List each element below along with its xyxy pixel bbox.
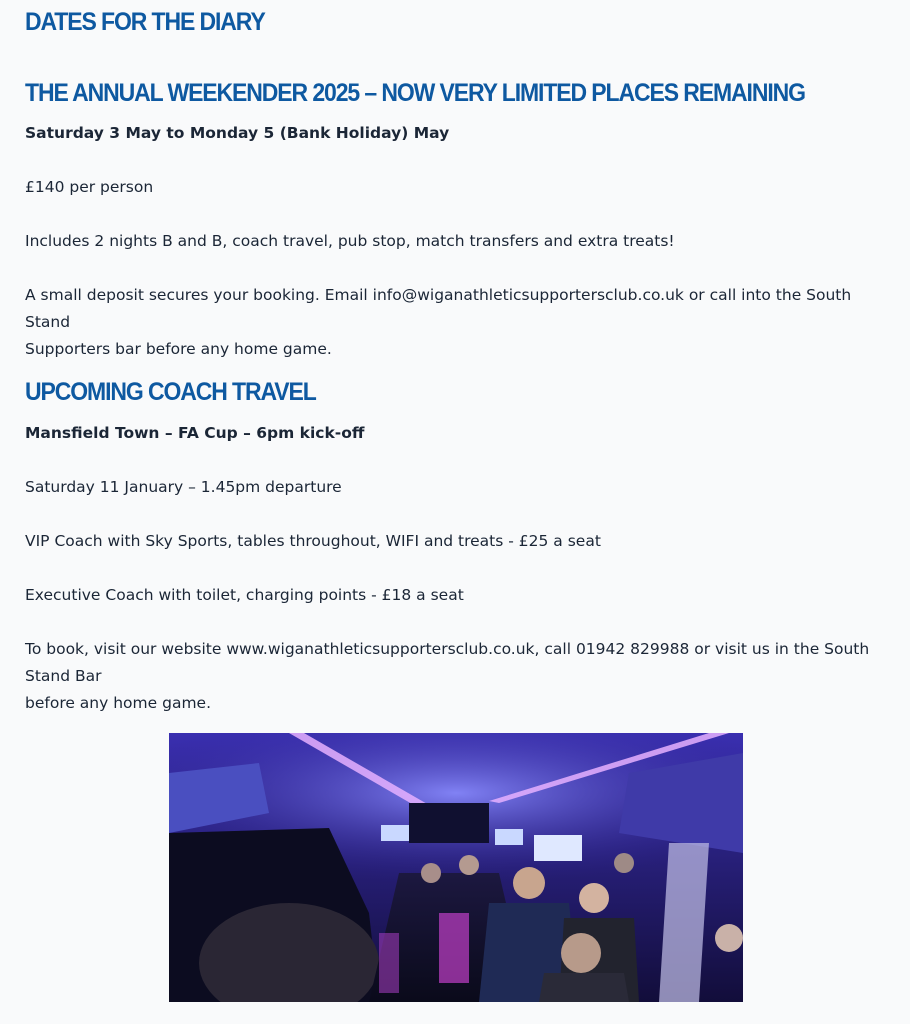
- weekender-deposit-line1: A small deposit secures your booking. Email info@wiganathleticsupportersclub.co.uk or call into the South Stand: [25, 286, 852, 331]
- coach-booking-line1: To book, visit our website www.wiganathleticsupportersclub.co.uk, call 01942 829988 or visit us in the South Stand Bar: [25, 640, 870, 685]
- coach-booking-line2: before any home game.: [25, 694, 211, 712]
- coach-fixture: Mansfield Town – FA Cup – 6pm kick-off: [25, 424, 365, 442]
- weekender-price: £140 per person: [25, 178, 154, 196]
- coach-interior-photo: [169, 733, 743, 1002]
- weekender-deposit: [25, 282, 885, 363]
- coach-departure: Saturday 11 January – 1.45pm departure: [25, 478, 342, 496]
- weekender-deposit-line2: Supporters bar before any home game.: [25, 340, 332, 358]
- coach-heading: UPCOMING COACH TRAVEL: [25, 378, 316, 406]
- coach-booking: [25, 636, 885, 717]
- coach-interior-illustration: [169, 733, 743, 1002]
- weekender-dates: Saturday 3 May to Monday 5 (Bank Holiday) May: [25, 124, 450, 142]
- weekender-heading: THE ANNUAL WEEKENDER 2025 – NOW VERY LIMITED PLACES REMAINING: [25, 79, 805, 107]
- coach-executive: Executive Coach with toilet, charging points - £18 a seat: [25, 586, 464, 604]
- weekender-includes: Includes 2 nights B and B, coach travel, pub stop, match transfers and extra treats!: [25, 232, 675, 250]
- coach-vip: VIP Coach with Sky Sports, tables throughout, WIFI and treats - £25 a seat: [25, 532, 601, 550]
- diary-heading: DATES FOR THE DIARY: [25, 8, 265, 36]
